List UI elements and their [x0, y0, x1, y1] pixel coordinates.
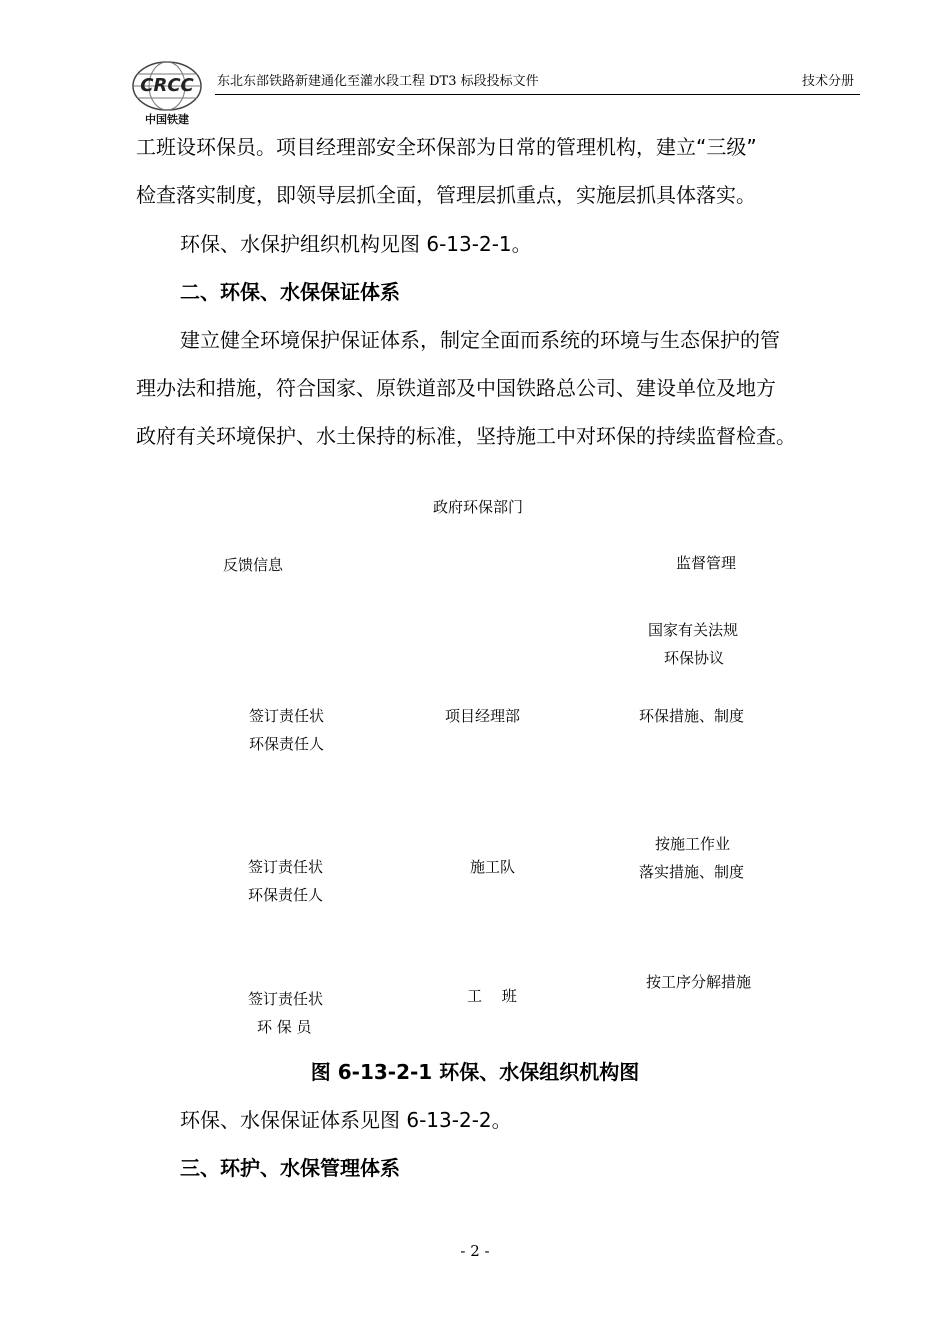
document-title: 东北东部铁路新建通化至灌水段工程 DT3 标段投标文件	[217, 74, 539, 89]
section-heading: 二、环保、水保保证体系	[180, 280, 400, 304]
org-label-supervision: 监督管理	[676, 554, 737, 572]
svg-text:CRCC: CRCC	[140, 75, 194, 96]
org-node-government: 政府环保部门	[433, 498, 524, 516]
org-note: 签订责任状	[249, 707, 325, 725]
page-header	[125, 58, 860, 126]
header-rule	[215, 94, 860, 95]
body-line: 环保、水保护组织机构见图 6-13-2-1。	[180, 232, 532, 256]
body-line: 政府有关环境保护、水土保持的标准，坚持施工中对环保的持续监督检查。	[136, 424, 796, 448]
org-note: 签订责任状	[248, 858, 324, 876]
org-note: 环保责任人	[248, 886, 324, 904]
body-line: 环保、水保保证体系见图 6-13-2-2。	[180, 1108, 512, 1132]
body-line: 理办法和措施，符合国家、原铁道部及中国铁路总公司、建设单位及地方	[136, 376, 776, 400]
figure-caption: 图 6-13-2-1 环保、水保组织机构图	[310, 1060, 640, 1084]
org-note: 环保协议	[664, 649, 725, 667]
svg-text:中国铁建: 中国铁建	[145, 113, 189, 126]
org-note: 按工序分解措施	[646, 973, 752, 991]
body-line: 检查落实制度，即领导层抓全面，管理层抓重点，实施层抓具体落实。	[136, 183, 756, 207]
crcc-logo	[125, 58, 209, 126]
org-note: 环保责任人	[249, 735, 325, 753]
org-node-project-dept: 项目经理部	[445, 707, 521, 725]
page-number: - 2 -	[460, 1242, 490, 1260]
volume-label: 技术分册	[801, 74, 854, 89]
org-note: 环 保 员	[257, 1018, 312, 1036]
org-note: 落实措施、制度	[639, 863, 745, 881]
org-node-work-crew: 工 班	[467, 987, 517, 1005]
org-note: 按施工作业	[655, 835, 731, 853]
org-note: 签订责任状	[248, 990, 324, 1008]
body-line: 工班设环保员。项目经理部安全环保部为日常的管理机构，建立“三级”	[136, 135, 757, 159]
org-label-feedback: 反馈信息	[223, 556, 284, 574]
org-note: 国家有关法规	[648, 621, 739, 639]
section-heading: 三、环护、水保管理体系	[180, 1156, 400, 1180]
body-line: 建立健全环境保护保证体系，制定全面而系统的环境与生态保护的管	[180, 328, 780, 352]
org-note: 环保措施、制度	[639, 707, 745, 725]
org-node-construction-team: 施工队	[470, 858, 516, 876]
